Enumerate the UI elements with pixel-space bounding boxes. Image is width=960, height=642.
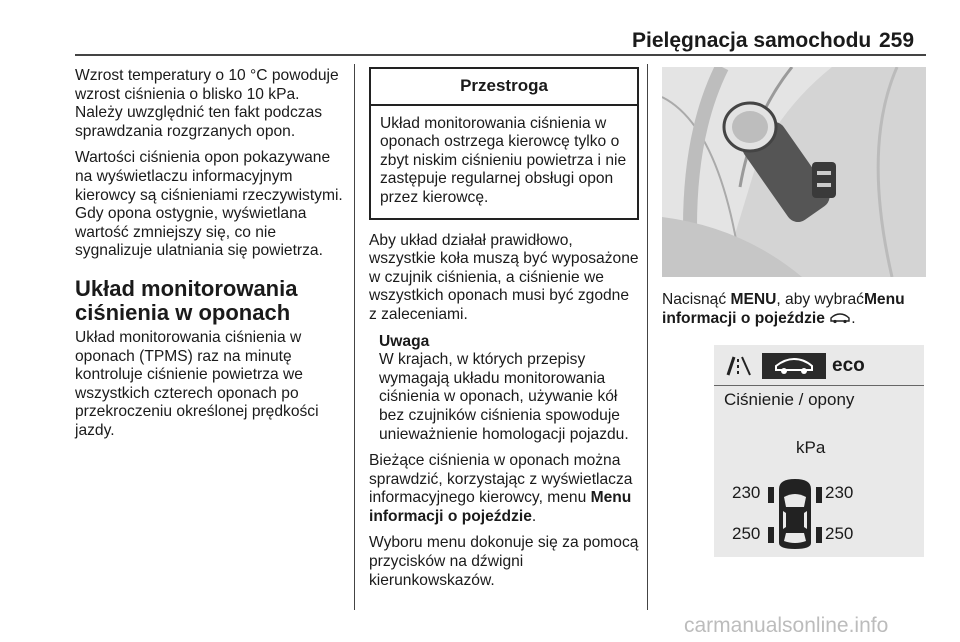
warning-text: Układ monitorowania ciśnienia w oponach ostrzega kierowcę tylko o zbyt niskim ciśnieniu powietrza i nie zastępuje regularnej obsługi opon przez kierowcę. [380,114,627,206]
car-icon [773,357,815,375]
warning-box [369,67,639,220]
column-divider-2 [647,64,648,610]
text-run: Bieżące ciśnienia w oponach można sprawdzić, korzystając z wyświetlacza informacyjnego kierowcy, menu [369,452,633,507]
watermark: carmanualsonline.info [684,614,889,637]
text-run: Nacisnąć [662,291,731,308]
paragraph [662,291,926,328]
menu-name: Menu informacji o pojeździe [369,489,632,525]
paragraph: Wzrost temperatury o 10 °C powoduje wzrost ciśnienia o blisko 10 kPa. Należy uwzględnić ten fakt podczas sprawdzania rozgrzanych opon. [75,67,339,140]
menu-button-name: MENU [730,291,777,308]
text-run: . [531,507,537,525]
car-top-view-icon [768,477,822,551]
note-box [369,333,639,445]
paragraph [369,452,639,526]
rear-right-pressure: 250 [825,524,854,544]
tire-pressure-display [714,345,924,557]
display-divider [714,385,924,386]
display-menu-bar [714,345,924,379]
front-left-pressure: 230 [732,483,761,503]
road-icon [722,355,756,377]
page-title: Pielęgnacja samochodu [632,29,872,52]
pressure-unit: kPa [796,438,826,458]
warning-title: Przestroga [371,69,637,106]
text-run: , aby wybrać [776,291,864,308]
page-header [0,0,960,52]
display-title: Ciśnienie / opony [724,390,855,410]
paragraph: Aby układ działał prawidłowo, wszystkie koła muszą być wyposażone w czujnik ciśnienia, a ciśnienie we wszystkich oponach musi być zgodne z zaleceniami. [369,231,639,323]
paragraph: Wartości ciśnienia opon pokazywane na wyświetlaczu informacyjnym kierowcy są ciśnieniami rzeczywistymi. Gdy opona ostygnie, wyświetlana wartość zmniejszy się, co nie sygnalizuje ulatniania się powietrza. [75,149,343,260]
column-middle [369,67,639,598]
paragraph: Układ monitorowania ciśnienia w oponach (TPMS) raz na minutę kontroluje ciśnienie powietrza we wszystkich czterech oponach po przekroczeniu określonej prędkości jazdy. [75,328,319,439]
rear-left-pressure: 250 [732,524,761,544]
menu-name: Menu informacji o pojeździe [662,291,905,327]
paragraph: Wyboru menu dokonuje się za pomocą przycisków na dźwigni kierunkowskazów. [369,534,639,589]
text-run: . [851,309,856,327]
column-left [75,67,347,449]
header-rule [75,54,926,56]
page-number: 259 [879,29,915,52]
note-text: W krajach, w których przepisy wymagają układu monitorowania ciśnienia w oponach, używanie kół bez czujników ciśnienia spowoduje unieważnienie homologacji pojazdu. [379,351,629,443]
column-divider-1 [354,64,355,610]
vehicle-info-tab [762,353,826,379]
car-menu-icon [829,312,851,324]
steering-lever-photo [662,67,926,277]
front-right-pressure: 230 [825,483,854,503]
lever-illustration [662,67,926,277]
note-title: Uwaga [379,332,430,350]
column-right [662,67,926,557]
section-heading: Układ monitorowania ciśnienia w oponach [75,275,298,325]
eco-label: eco [832,354,865,376]
